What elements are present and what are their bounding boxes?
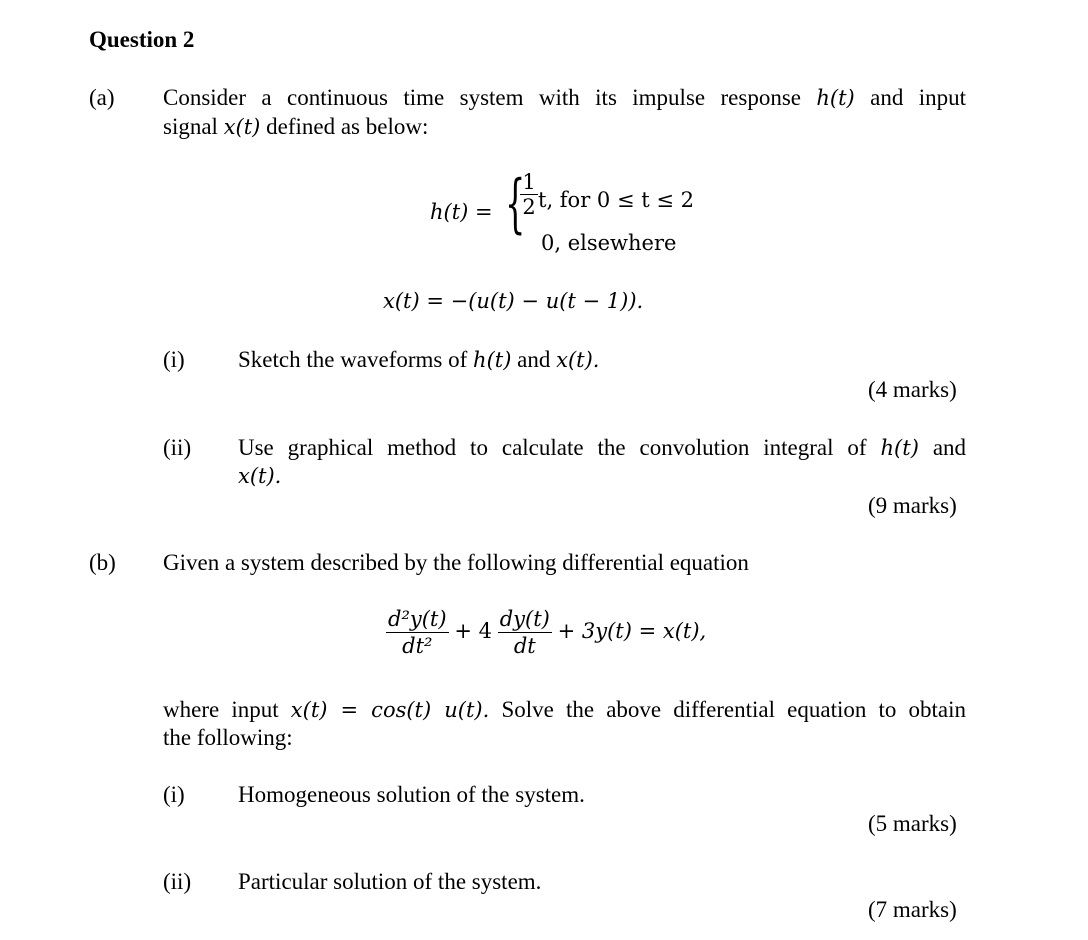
part-a-ii-text — [238, 434, 966, 462]
part-b-ii-marks: (7 marks) — [868, 897, 957, 922]
fraction-denominator: 2 — [520, 194, 538, 219]
eq-term: + 3y(t) = x(t), — [557, 618, 707, 643]
where-text: where input — [163, 697, 279, 722]
intro-text: signal — [163, 114, 218, 139]
x-def: x(t) = −(u(t) − u(t − 1)). — [383, 289, 644, 313]
part-a-i-text — [238, 346, 599, 374]
part-b-intro: Given a system described by the following differential equation — [163, 550, 749, 575]
fraction-numerator: 1 — [522, 170, 536, 194]
x-t-symbol: x(t) — [223, 115, 261, 139]
part-a-label: (a) — [89, 85, 115, 110]
part-a-ii-marks: (9 marks) — [868, 493, 957, 518]
fraction-numerator: d²y(t) — [388, 607, 447, 631]
fraction-numerator: dy(t) — [499, 607, 550, 631]
part-b-where-line1 — [163, 696, 966, 724]
part-a-i-marks: (4 marks) — [868, 377, 957, 402]
fraction-denominator: dt — [513, 634, 536, 658]
sub-text: Use graphical method to calculate the convolution integral of — [238, 435, 867, 460]
eq-term: + 4 — [454, 618, 492, 643]
page-title: Question 2 — [89, 27, 195, 52]
h-def-fraction — [520, 170, 538, 219]
sub-text-and: and — [932, 435, 967, 460]
input-def: x(t) = cos(t) u(t). — [290, 698, 490, 722]
part-b-ii-text: Particular solution of the system. — [238, 869, 542, 894]
h-t-symbol: h(t) — [880, 436, 919, 460]
intro-text-tail: and input — [870, 85, 966, 110]
part-b-i-marks: (5 marks) — [868, 811, 957, 836]
h-def-case1: t, for 0 ≤ t ≤ 2 — [538, 188, 694, 212]
part-b-where-line2: the following: — [163, 725, 293, 750]
x-t-symbol: x(t). — [556, 348, 600, 372]
h-t-symbol: h(t) — [816, 86, 855, 110]
part-b-ii-label: (ii) — [163, 869, 192, 894]
part-b-i-label: (i) — [163, 782, 185, 807]
part-a-ii-x: x(t). — [238, 464, 282, 488]
h-def-case2: 0, elsewhere — [541, 231, 677, 255]
h-def-brace: { — [505, 167, 526, 241]
intro-text: Consider a continuous time system with its impulse response — [163, 85, 801, 110]
where-text-tail: Solve the above differential equation to obtain — [501, 697, 967, 722]
h-def-lhs: h(t) = — [430, 200, 493, 224]
part-b-i-text: Homogeneous solution of the system. — [238, 782, 585, 807]
diff-eq — [386, 606, 706, 659]
part-a-intro-line2 — [163, 113, 428, 141]
part-a-ii-label: (ii) — [163, 435, 192, 460]
h-t-symbol: h(t) — [473, 348, 512, 372]
part-a-intro-line1 — [163, 84, 966, 112]
intro-text-tail: defined as below: — [266, 114, 429, 139]
fraction-denominator: dt² — [402, 634, 433, 658]
sub-text: Sketch the waveforms of — [238, 347, 468, 372]
part-b-label: (b) — [89, 550, 116, 575]
d2y-fraction — [386, 606, 449, 659]
sub-text-and: and — [517, 347, 551, 372]
part-a-i-label: (i) — [163, 347, 185, 372]
dy-fraction — [498, 606, 552, 659]
